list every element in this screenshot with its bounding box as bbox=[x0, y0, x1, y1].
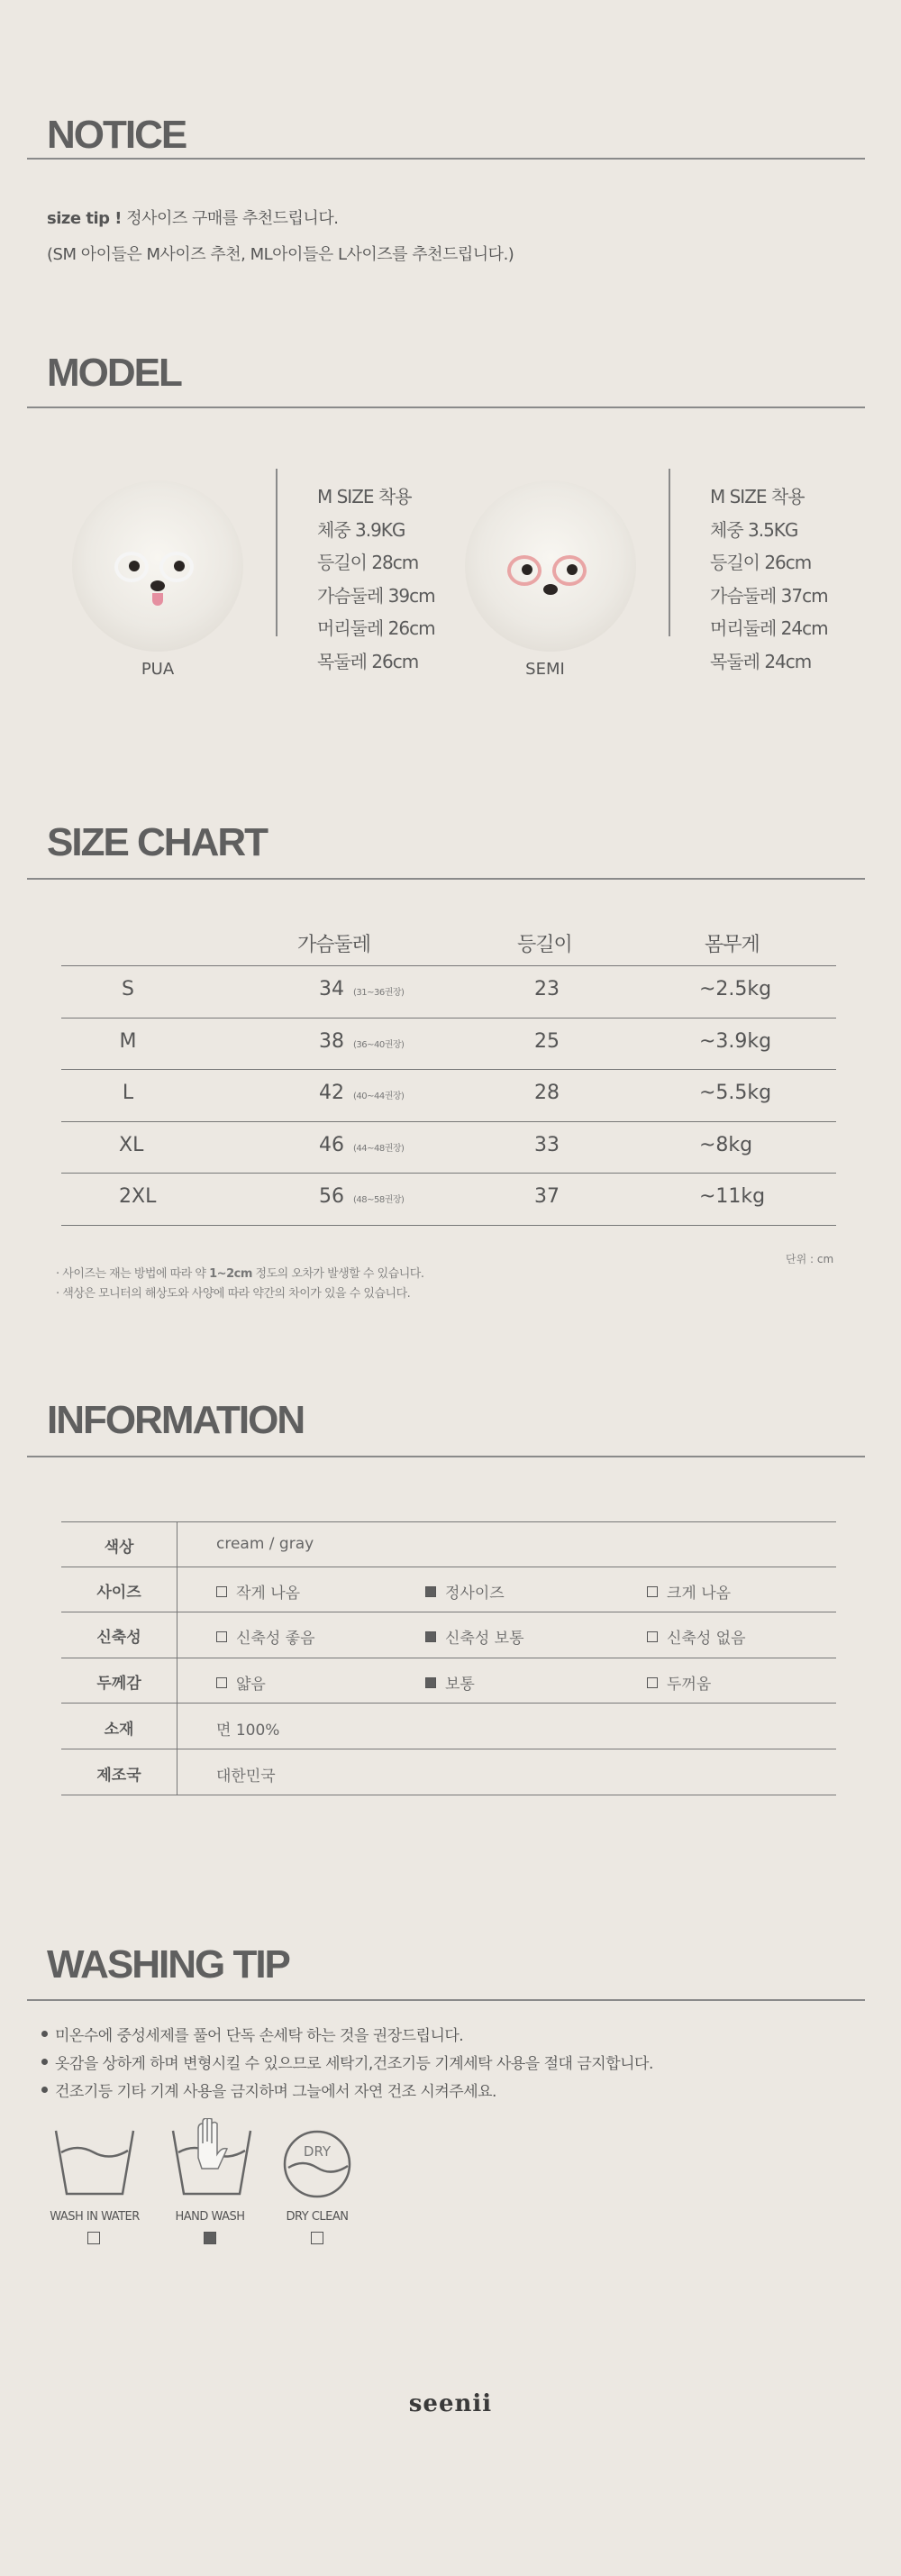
spec-weight: 체중 3.9KG bbox=[317, 518, 405, 541]
model-divider-pua bbox=[276, 469, 278, 636]
size-label: XL bbox=[119, 1133, 144, 1156]
wash-in-water-label: WASH IN WATER bbox=[50, 2210, 140, 2224]
checkbox-icon bbox=[87, 2232, 100, 2244]
checkbox-icon bbox=[216, 1586, 227, 1597]
chest-number: 34 bbox=[319, 978, 344, 1000]
spec-size: M SIZE 착용 bbox=[710, 486, 805, 507]
option-size-true bbox=[425, 1580, 505, 1603]
spec-head: 머리둘레 24cm bbox=[710, 617, 828, 639]
info-label-material: 소재 bbox=[104, 1721, 134, 1739]
chest-number: 46 bbox=[319, 1133, 344, 1156]
bullet-icon bbox=[41, 2059, 48, 2065]
weight-value: ~8kg bbox=[699, 1133, 753, 1156]
info-label-origin: 제조국 bbox=[96, 1767, 141, 1785]
size-chart-heading: SIZE CHART bbox=[47, 820, 267, 864]
option-label: 신축성 없음 bbox=[667, 1630, 746, 1648]
chest-number: 42 bbox=[319, 1082, 344, 1105]
unit-label: 단위 : cm bbox=[786, 1253, 834, 1265]
notice-divider bbox=[27, 158, 865, 160]
model-specs-semi bbox=[710, 480, 828, 678]
option-stretch-good bbox=[216, 1625, 315, 1648]
model-name-pua: PUA bbox=[141, 660, 175, 679]
model-heading: MODEL bbox=[47, 351, 181, 395]
size-label: M bbox=[119, 1029, 137, 1053]
option-size-small bbox=[216, 1580, 300, 1603]
option-label: 신축성 좋음 bbox=[236, 1630, 315, 1648]
col-back-header: 등길이 bbox=[517, 934, 572, 956]
chest-value bbox=[319, 978, 404, 1000]
dry-clean-icon bbox=[283, 2130, 351, 2198]
option-thin bbox=[216, 1671, 266, 1694]
back-value: 25 bbox=[534, 1029, 560, 1053]
spec-neck: 목둘레 26cm bbox=[317, 650, 419, 672]
chest-value bbox=[319, 1185, 404, 1208]
info-label-thickness: 두께감 bbox=[96, 1675, 141, 1693]
size-chart-row-rule bbox=[61, 1173, 836, 1174]
option-stretch-normal bbox=[425, 1625, 524, 1648]
info-value-color: cream / gray bbox=[216, 1535, 314, 1553]
option-size-large bbox=[647, 1580, 731, 1603]
option-label: 작게 나옴 bbox=[236, 1585, 301, 1603]
spec-back: 등길이 26cm bbox=[710, 552, 812, 573]
dry-text: DRY bbox=[303, 2143, 332, 2160]
option-thick bbox=[647, 1671, 711, 1694]
bullet-icon bbox=[41, 2031, 48, 2037]
notice-line-1 bbox=[47, 206, 338, 229]
col-weight-header: 몸무게 bbox=[705, 934, 760, 956]
chest-range: (48~58권장) bbox=[353, 1195, 405, 1206]
option-label: 크게 나옴 bbox=[667, 1585, 732, 1603]
chest-range: (44~48권장) bbox=[353, 1143, 405, 1154]
info-rule bbox=[61, 1521, 836, 1522]
size-chart-row-rule bbox=[61, 1121, 836, 1122]
model-photo-pua bbox=[72, 480, 243, 652]
chest-value bbox=[319, 1134, 404, 1156]
info-label-size: 사이즈 bbox=[96, 1584, 141, 1602]
size-tip-label: size tip ! bbox=[47, 209, 122, 228]
information-divider bbox=[27, 1456, 865, 1457]
notice-line-2: (SM 아이들은 M사이즈 추천, ML아이들은 L사이즈를 추천드립니다.) bbox=[47, 245, 514, 264]
col-chest-header: 가슴둘레 bbox=[297, 934, 371, 956]
chest-value bbox=[319, 1030, 404, 1053]
spec-size: M SIZE 착용 bbox=[317, 486, 412, 507]
spec-head: 머리둘레 26cm bbox=[317, 617, 435, 639]
option-label: 신축성 보통 bbox=[445, 1630, 524, 1648]
checkbox-icon bbox=[647, 1586, 658, 1597]
tip-text: 옷감을 상하게 하며 변형시킬 수 있으므로 세탁기,건조기등 기계세탁 사용을 절대 금지합니다. bbox=[55, 2055, 653, 2073]
spec-neck: 목둘레 24cm bbox=[710, 650, 812, 672]
bullet-icon bbox=[41, 2087, 48, 2093]
size-chart-row-rule bbox=[61, 1069, 836, 1070]
weight-value: ~11kg bbox=[699, 1185, 766, 1209]
checkbox-icon bbox=[647, 1677, 658, 1688]
wash-tub-icon bbox=[52, 2125, 137, 2199]
size-note-2: · 색상은 모니터의 해상도와 사양에 따라 약간의 차이가 있을 수 있습니다. bbox=[56, 1287, 411, 1301]
spec-back: 등길이 28cm bbox=[317, 552, 419, 573]
weight-value: ~3.9kg bbox=[699, 1029, 772, 1053]
chest-range: (31~36권장) bbox=[353, 988, 405, 998]
option-label: 얇음 bbox=[236, 1676, 266, 1694]
chest-value bbox=[319, 1082, 404, 1104]
checkbox-icon bbox=[647, 1631, 658, 1642]
size-label: L bbox=[122, 1082, 134, 1105]
info-value-material: 면 100% bbox=[216, 1722, 280, 1740]
size-chart-row-rule bbox=[61, 1225, 836, 1226]
hand-wash-label: HAND WASH bbox=[175, 2210, 245, 2224]
note-bold: 1~2cm bbox=[209, 1267, 252, 1281]
option-label: 보통 bbox=[445, 1676, 475, 1694]
info-rule bbox=[61, 1703, 836, 1704]
checkbox-checked-icon bbox=[425, 1586, 436, 1597]
info-label-stretch: 신축성 bbox=[96, 1629, 141, 1647]
tip-text: 건조기등 기타 기계 사용을 금지하며 그늘에서 자연 건조 시켜주세요. bbox=[55, 2083, 496, 2101]
option-label: 정사이즈 bbox=[445, 1585, 505, 1603]
information-heading: INFORMATION bbox=[47, 1398, 305, 1442]
model-name-semi: SEMI bbox=[525, 660, 565, 679]
option-stretch-none bbox=[647, 1625, 746, 1648]
checkbox-checked-icon bbox=[204, 2232, 216, 2244]
checkbox-checked-icon bbox=[425, 1677, 436, 1688]
info-value-origin: 대한민국 bbox=[216, 1768, 276, 1786]
chest-number: 56 bbox=[319, 1185, 344, 1209]
size-chart-divider bbox=[27, 878, 865, 880]
spec-weight: 체중 3.5KG bbox=[710, 518, 798, 541]
size-chart-rule bbox=[61, 965, 836, 966]
note-text: 정도의 오차가 발생할 수 있습니다. bbox=[251, 1267, 424, 1281]
chest-number: 38 bbox=[319, 1029, 344, 1053]
back-value: 28 bbox=[534, 1082, 560, 1105]
weight-value: ~5.5kg bbox=[699, 1082, 772, 1105]
checkbox-checked-icon bbox=[425, 1631, 436, 1642]
washing-heading: WASHING TIP bbox=[47, 1942, 289, 1987]
chest-range: (40~44권장) bbox=[353, 1092, 405, 1102]
back-value: 33 bbox=[534, 1133, 560, 1156]
tip-text: 미온수에 중성세제를 풀어 단독 손세탁 하는 것을 권장드립니다. bbox=[55, 2027, 464, 2045]
model-divider-semi bbox=[669, 469, 670, 636]
size-chart-row-rule bbox=[61, 1018, 836, 1019]
size-label: 2XL bbox=[119, 1185, 157, 1209]
chest-range: (36~40권장) bbox=[353, 1039, 405, 1050]
checkbox-icon bbox=[216, 1677, 227, 1688]
option-label: 두꺼움 bbox=[667, 1676, 712, 1694]
checkbox-icon bbox=[216, 1631, 227, 1642]
washing-divider bbox=[27, 1999, 865, 2001]
back-value: 37 bbox=[534, 1185, 560, 1209]
wash-tip-2 bbox=[41, 2051, 653, 2073]
size-tip-text: 정사이즈 구매를 추천드립니다. bbox=[126, 209, 339, 228]
hand-wash-icon bbox=[169, 2118, 254, 2199]
size-note-1 bbox=[56, 1264, 423, 1281]
notice-heading: NOTICE bbox=[47, 113, 187, 157]
info-label-color: 색상 bbox=[104, 1539, 134, 1557]
model-photo-semi bbox=[465, 480, 636, 652]
wash-tip-3 bbox=[41, 2078, 496, 2101]
spec-chest: 가슴둘레 39cm bbox=[317, 584, 435, 607]
note-text: · 사이즈는 재는 방법에 따라 약 bbox=[56, 1267, 210, 1281]
size-label: S bbox=[122, 978, 134, 1000]
model-divider bbox=[27, 406, 865, 408]
back-value: 23 bbox=[534, 978, 560, 1000]
wash-tip-1 bbox=[41, 2023, 463, 2045]
spec-chest: 가슴둘레 37cm bbox=[710, 584, 828, 607]
dry-clean-label: DRY CLEAN bbox=[286, 2210, 349, 2224]
brand-logo: seenii bbox=[408, 2390, 493, 2417]
checkbox-icon bbox=[311, 2232, 323, 2244]
weight-value: ~2.5kg bbox=[699, 978, 772, 1000]
model-specs-pua bbox=[317, 480, 435, 678]
option-normal bbox=[425, 1671, 475, 1694]
